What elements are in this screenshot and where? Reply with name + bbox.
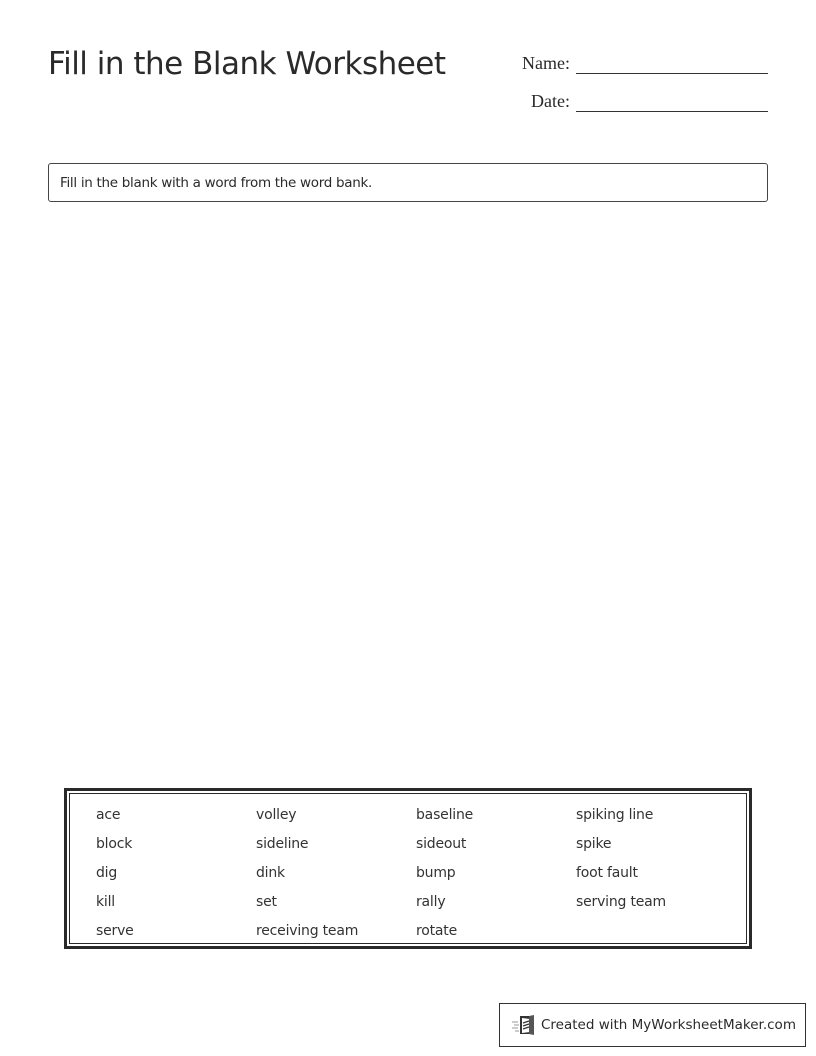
worksheet-maker-logo-icon <box>511 1014 535 1036</box>
word-bank-item: volley <box>256 807 297 823</box>
footer-credit-text: Created with MyWorksheetMaker.com <box>541 1017 796 1033</box>
word-bank-item: spike <box>576 836 612 852</box>
instructions-text: Fill in the blank with a word from the word bank. <box>60 174 373 191</box>
word-bank <box>64 788 752 949</box>
word-bank-item: dig <box>96 865 118 881</box>
word-bank-item: ace <box>96 807 121 823</box>
footer-credit[interactable] <box>499 1003 806 1047</box>
word-bank-item: sideline <box>256 836 309 852</box>
word-bank-item: serve <box>96 923 134 939</box>
name-field <box>510 52 768 74</box>
word-bank-grid <box>69 793 747 944</box>
instructions-box <box>48 163 768 202</box>
word-bank-item: bump <box>416 865 456 881</box>
word-bank-item <box>576 918 736 947</box>
name-input-line[interactable] <box>576 52 768 74</box>
page-title: Fill in the Blank Worksheet <box>48 46 446 82</box>
date-label: Date: <box>531 91 570 111</box>
word-bank-item: baseline <box>416 807 474 823</box>
word-bank-item: rally <box>416 894 446 910</box>
word-bank-item: spiking line <box>576 807 654 823</box>
word-bank-item: foot fault <box>576 865 638 881</box>
word-bank-item: serving team <box>576 894 666 910</box>
word-bank-item: kill <box>96 894 115 910</box>
word-bank-item: set <box>256 894 277 910</box>
word-bank-item: dink <box>256 865 285 881</box>
date-field <box>510 90 768 112</box>
word-bank-item: sideout <box>416 836 467 852</box>
word-bank-item: rotate <box>416 923 457 939</box>
name-label: Name: <box>522 53 570 73</box>
word-bank-item: block <box>96 836 133 852</box>
date-input-line[interactable] <box>576 90 768 112</box>
word-bank-item: receiving team <box>256 923 359 939</box>
